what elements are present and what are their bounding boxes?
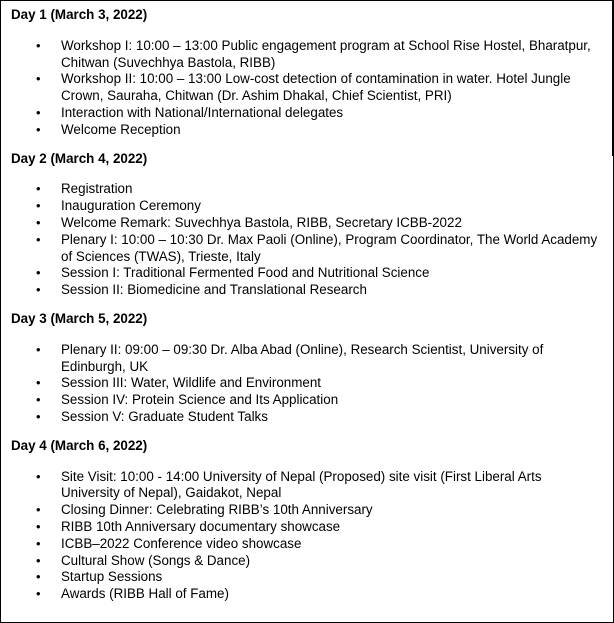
bullet-icon: • <box>36 181 41 197</box>
bullet-icon: • <box>36 392 41 408</box>
list-item-text: Startup Sessions <box>61 569 163 585</box>
list-item-text: Interaction with National/International delegates <box>61 104 344 120</box>
day-3-list <box>11 342 603 426</box>
list-item <box>11 502 603 519</box>
day-2-list <box>11 181 603 299</box>
list-item-text: Cultural Show (Songs & Dance) <box>61 552 251 568</box>
list-item-text: Workshop II: 10:00 – 13:00 Low-cost detection of contamination in water. Hotel Jungle Crown, Sauraha, Chitwan (Dr. Ashim Dhakal, Chief Scientist, PRI) <box>61 71 571 104</box>
bullet-icon: • <box>36 121 41 137</box>
bullet-icon: • <box>36 282 41 298</box>
day-4-heading: Day 4 (March 6, 2022) <box>11 437 148 453</box>
bullet-icon: • <box>36 104 41 120</box>
day-1-section <box>11 7 603 139</box>
bullet-icon: • <box>36 552 41 568</box>
list-item <box>11 392 603 409</box>
list-item <box>11 586 603 603</box>
list-item-text: Workshop I: 10:00 – 13:00 Public engagement program at School Rise Hostel, Bharatpur, Chitwan (Suvechhya Bastola, RIBB) <box>61 37 591 70</box>
list-item <box>11 553 603 570</box>
list-item-text: Site Visit: 10:00 - 14:00 University of Nepal (Proposed) site visit (First Liberal Arts University of Nepal), Gaidakot, Nepal <box>61 468 542 501</box>
bullet-icon: • <box>36 375 41 391</box>
bullet-icon: • <box>36 37 41 53</box>
list-item-text: Inauguration Ceremony <box>61 198 201 214</box>
list-item <box>11 519 603 536</box>
list-item <box>11 409 603 426</box>
list-item-text: RIBB 10th Anniversary documentary showcase <box>61 518 341 534</box>
bullet-icon: • <box>36 468 41 484</box>
list-item <box>11 569 603 586</box>
list-item-text: Awards (RIBB Hall of Fame) <box>61 586 229 602</box>
list-item <box>11 71 603 105</box>
list-item <box>11 232 603 266</box>
list-item <box>11 342 603 376</box>
list-item-text: Session II: Biomedicine and Translational Research <box>61 282 367 298</box>
bullet-icon: • <box>36 341 41 357</box>
list-item <box>11 265 603 282</box>
list-item-text: Registration <box>61 181 133 197</box>
list-item <box>11 38 603 72</box>
list-item-text: Session I: Traditional Fermented Food and Nutritional Science <box>61 265 430 281</box>
list-item <box>11 198 603 215</box>
day-4-list <box>11 469 603 603</box>
bullet-icon: • <box>36 502 41 518</box>
bullet-icon: • <box>36 535 41 551</box>
bullet-icon: • <box>36 586 41 602</box>
bullet-icon: • <box>36 214 41 230</box>
list-item-text: Session V: Graduate Student Talks <box>61 408 268 424</box>
bullet-icon: • <box>36 569 41 585</box>
list-item-text: Welcome Reception <box>61 121 181 137</box>
day-2-heading: Day 2 (March 4, 2022) <box>11 150 148 166</box>
list-item <box>11 375 603 392</box>
list-item <box>11 536 603 553</box>
list-item <box>11 181 603 198</box>
day-1-list <box>11 38 603 139</box>
day-2-section <box>11 151 603 299</box>
bullet-icon: • <box>36 518 41 534</box>
list-item <box>11 469 603 503</box>
day-1-heading: Day 1 (March 3, 2022) <box>11 7 148 22</box>
list-item-text: Session IV: Protein Science and Its Application <box>61 392 339 408</box>
list-item <box>11 105 603 122</box>
list-item <box>11 282 603 299</box>
list-item-text: Welcome Remark: Suvechhya Bastola, RIBB, Secretary ICBB-2022 <box>61 214 462 230</box>
list-item-text: Session III: Water, Wildlife and Environment <box>61 375 321 391</box>
list-item-text: Closing Dinner: Celebrating RIBB’s 10th Anniversary <box>61 502 373 518</box>
bullet-icon: • <box>36 198 41 214</box>
bullet-icon: • <box>36 71 41 87</box>
list-item-text: ICBB–2022 Conference video showcase <box>61 535 302 551</box>
day-3-section <box>11 311 603 426</box>
list-item-text: Plenary II: 09:00 – 09:30 Dr. Alba Abad (Online), Research Scientist, University of Edinburgh, UK <box>61 341 544 374</box>
day-4-section <box>11 438 603 603</box>
bullet-icon: • <box>36 231 41 247</box>
list-item-text: Plenary I: 10:00 – 10:30 Dr. Max Paoli (Online), Program Coordinator, The World Academy of Sciences (TWAS), Trieste, Italy <box>61 231 598 264</box>
bullet-icon: • <box>36 408 41 424</box>
day-3-heading: Day 3 (March 5, 2022) <box>11 310 148 326</box>
list-item <box>11 122 603 139</box>
bullet-icon: • <box>36 265 41 281</box>
list-item <box>11 215 603 232</box>
